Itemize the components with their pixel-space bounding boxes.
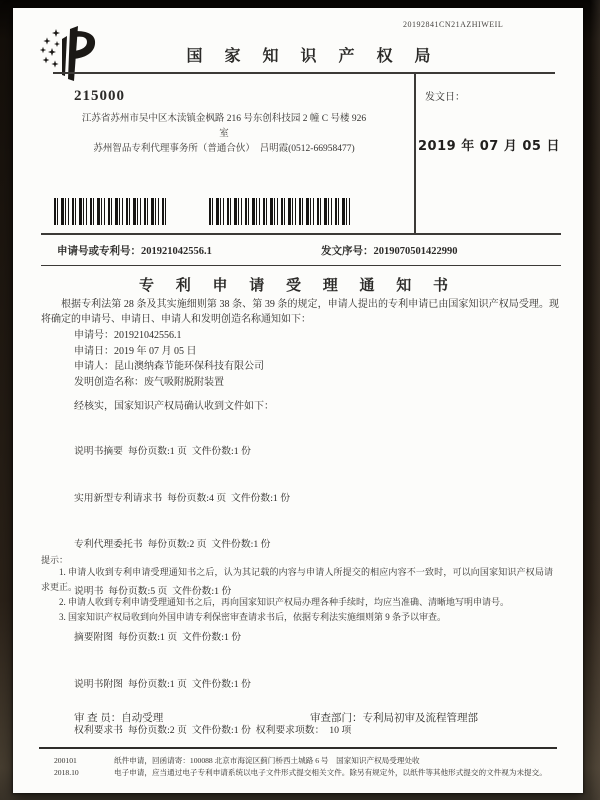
footer-row [54,755,559,767]
field-applicant: 申请人：昆山澳纳森节能环保科技有限公司 [74,361,264,372]
footer-row [54,767,559,779]
recipient-address-line1: 江苏省苏州市吴中区木渎镇金枫路 216 号东创科技园 2 幢 C 号楼 926 [81,114,367,124]
footer-form-code: 200101 [54,756,77,765]
tip-item: 3. 国家知识产权局收到向外国申请专利保密审查请求书后，依据专利法实施细则第 9 条予以审查。 [59,612,447,622]
recipient-address-line2: 室 [219,129,229,139]
recipient-agency-contact: 苏州智品专利代理事务所（普通合伙） 吕明霞(0512-66958477) [93,144,355,154]
application-number-value: 201921042556.1 [141,246,212,257]
document-item: 权利要求书 每份页数:2 页 文件份数:1 份 权利要求项数： 10 项 [74,725,352,736]
tip-item: 1. 申请人收到专利申请受理通知书之后，认为其记载的内容与申请人所提交的相应内容不一致时，可以向国家知识产权局请求更正。 [41,567,553,592]
document-item: 专利代理委托书 每份页数:2 页 文件份数:1 份 [74,539,271,550]
footer-divider [39,747,557,749]
received-documents-intro: 经核实，国家知识产权局确认收到文件如下： [74,401,274,412]
footer-form-code: 2018.10 [54,767,79,777]
document-barcode-code: 20192841CN21AZHIWEIL [403,20,504,29]
serial-barcode [209,198,353,225]
application-fields [74,328,264,390]
document-item: 实用新型专利请求书 每份页数:4 页 文件份数:1 份 [74,492,291,504]
document-item: 说明书 每份页数:5 页 文件份数:1 份 [74,585,232,597]
tips-label: 提示： [41,555,69,565]
document-item: 说明书摘要 每份页数:1 页 文件份数:1 份 [74,446,251,457]
barcode-divider [41,233,561,235]
application-number-label: 申请号或专利号： [57,246,141,257]
dispatch-box-divider [414,72,416,234]
examiner-row [74,710,561,725]
numbers-divider [41,265,561,266]
recipient-address [43,112,405,157]
header-divider [53,72,555,74]
notice-title: 专 利 申 请 受 理 通 知 书 [138,278,457,294]
agency-title: 国 家 知 识 产 权 局 [186,48,440,65]
tip-item: 2. 申请人收到专利申请受理通知书之后，再向国家知识产权局办理各种手续时，均应当准确、清晰地写明申请号。 [59,597,510,607]
application-barcode [54,198,168,225]
examiner-label: 审 查 员： [74,713,122,724]
tips-list [41,565,553,625]
numbers-row [57,243,561,258]
department-value: 专利局初审及流程管理部 [362,713,478,724]
footer-notes [54,755,559,778]
examiner-value: 自动受理 [121,713,164,724]
field-application-number: 申请号：201921042556.1 [74,330,182,341]
document-item: 摘要附图 每份页数:1 页 文件份数:1 份 [74,632,242,643]
footer-note-text: 电子申请，应当通过电子专利申请系统以电子文件形式提交相关文件。除另有规定外，以纸件等其他形式提交的文件视为未提交。 [114,767,547,777]
document-item: 说明书附图 每份页数:1 页 文件份数:1 份 [74,678,251,690]
department-label: 审查部门： [310,713,363,724]
notice-intro: 根据专利法第 28 条及其实施细则第 38 条、第 39 条的规定，申请人提出的专利申请已由国家知识产权局受理。现将确定的申请号、申请日、申请人和发明创造名称通知如下： [41,299,559,325]
footer-note-text: 纸件申请，回函请寄：100088 北京市海淀区蓟门桥西土城路 6 号 国家知识产权局受理处收 [114,756,420,765]
serial-number-label: 发文序号： [321,246,374,257]
document-page [13,8,583,793]
photo-edge-highlight [590,0,600,800]
dispatch-date-value: 2019 年 07 月 05 日 [418,139,560,154]
dispatch-date-label: 发文日： [425,92,465,103]
field-application-date: 申请日：2019 年 07 月 05 日 [74,345,197,357]
serial-number-value: 2019070501422990 [373,246,458,257]
field-invention-title: 发明创造名称：废气吸附脱附装置 [74,376,224,388]
recipient-postal-code: 215000 [74,88,125,104]
